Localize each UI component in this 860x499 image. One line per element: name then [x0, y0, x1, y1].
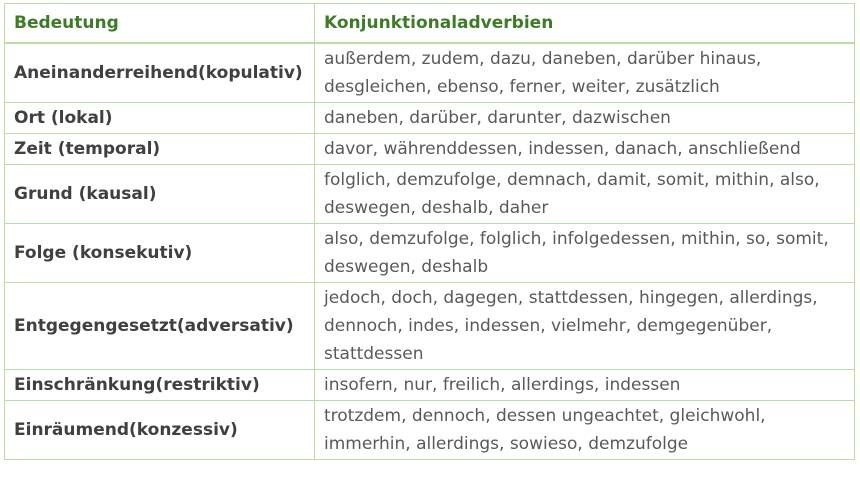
header-meaning: Bedeutung — [5, 4, 315, 44]
row-adverbs: jedoch, doch, dagegen, stattdessen, hingegen, allerdings, dennoch, indes, indessen, vielmehr, demgegenüber, stattdessen — [315, 283, 855, 370]
row-meaning: Ort (lokal) — [5, 103, 315, 134]
table-row — [5, 401, 855, 460]
conjunctional-adverbs-table-container — [4, 3, 854, 460]
table-row — [5, 134, 855, 165]
table-row — [5, 370, 855, 401]
row-adverbs: davor, währenddessen, indessen, danach, anschließend — [315, 134, 855, 165]
row-meaning: Einräumend(konzessiv) — [5, 401, 315, 460]
row-meaning: Entgegengesetzt(adversativ) — [5, 283, 315, 370]
row-adverbs: also, demzufolge, folglich, infolgedessen, mithin, so, somit, deswegen, deshalb — [315, 224, 855, 283]
row-adverbs: außerdem, zudem, dazu, daneben, darüber hinaus, desgleichen, ebenso, ferner, weiter, zusätzlich — [315, 43, 855, 103]
row-adverbs: trotzdem, dennoch, dessen ungeachtet, gleichwohl, immerhin, allerdings, sowieso, demzufolge — [315, 401, 855, 460]
table-row — [5, 103, 855, 134]
table-row — [5, 224, 855, 283]
table-row — [5, 43, 855, 103]
row-adverbs: daneben, darüber, darunter, dazwischen — [315, 103, 855, 134]
header-row — [5, 4, 855, 44]
conjunctional-adverbs-table — [4, 3, 855, 460]
table-row — [5, 283, 855, 370]
table-row — [5, 165, 855, 224]
table-body — [5, 43, 855, 460]
row-meaning: Aneinanderreihend(kopulativ) — [5, 43, 315, 103]
row-meaning: Grund (kausal) — [5, 165, 315, 224]
header-adverbs: Konjunktionaladverbien — [315, 4, 855, 44]
row-meaning: Zeit (temporal) — [5, 134, 315, 165]
row-meaning: Folge (konsekutiv) — [5, 224, 315, 283]
row-adverbs: folglich, demzufolge, demnach, damit, somit, mithin, also, deswegen, deshalb, daher — [315, 165, 855, 224]
row-meaning: Einschränkung(restriktiv) — [5, 370, 315, 401]
row-adverbs: insofern, nur, freilich, allerdings, indessen — [315, 370, 855, 401]
table-header — [5, 4, 855, 44]
